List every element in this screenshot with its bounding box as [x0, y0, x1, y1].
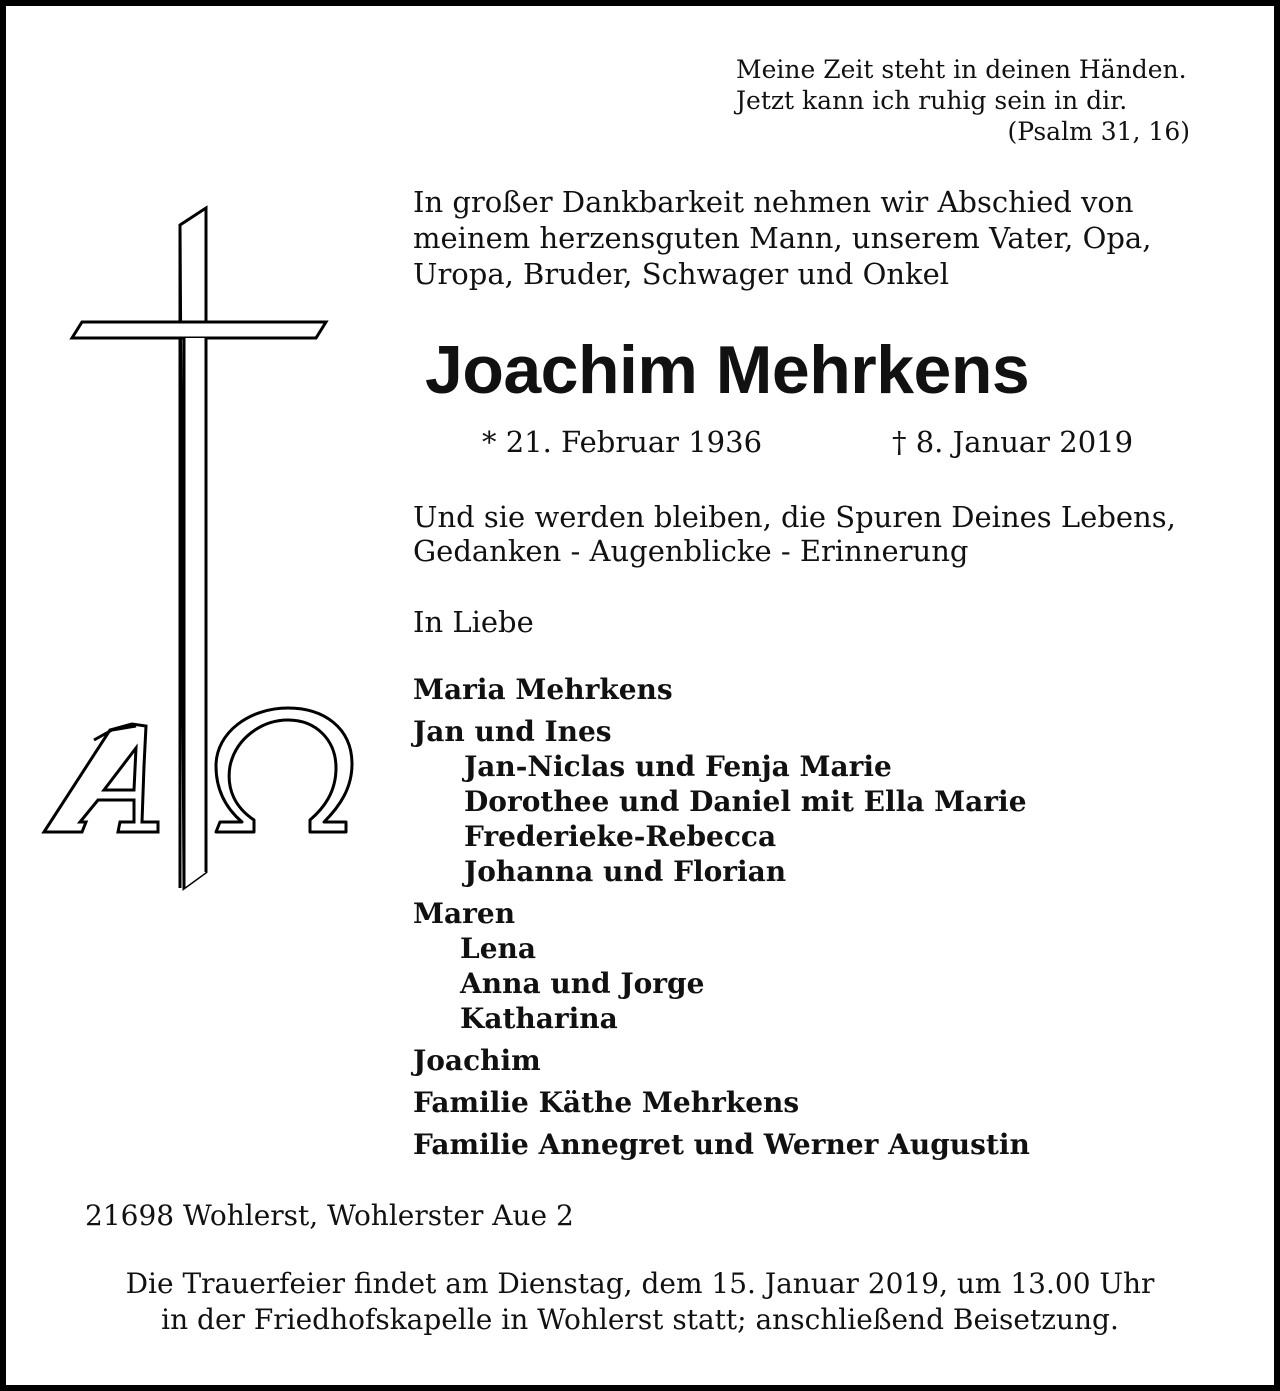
death-date: † 8. Januar 2019: [892, 425, 1134, 459]
home-address: 21698 Wohlerst, Wohlerster Aue 2: [85, 1199, 574, 1232]
birth-date: * 21. Februar 1936: [482, 425, 763, 459]
verse-line-1: Meine Zeit steht in deinen Händen.: [736, 55, 1187, 84]
family-member: Familie Käthe Mehrkens: [413, 1086, 800, 1119]
ceremony-line-2: in der Friedhofskapelle in Wohlerst statt; anschließend Beisetzung.: [161, 1303, 1119, 1336]
memorial-quote: [413, 500, 1213, 568]
family-member: Dorothee und Daniel mit Ella Marie: [464, 785, 1027, 818]
funeral-ceremony-info: [0, 1266, 1280, 1338]
closing-phrase: In Liebe: [413, 605, 534, 639]
family-member: Katharina: [460, 1002, 618, 1035]
family-member: Maren: [413, 897, 516, 930]
verse-reference: (Psalm 31, 16): [1007, 117, 1190, 146]
family-member: Maria Mehrkens: [413, 673, 673, 706]
ceremony-line-1: Die Trauerfeier findet am Dienstag, dem 15. Januar 2019, um 13.00 Uhr: [125, 1267, 1155, 1300]
family-member: Familie Annegret und Werner Augustin: [413, 1128, 1030, 1161]
family-list: [413, 672, 1233, 1162]
family-member: Jan und Ines: [413, 715, 612, 748]
quote-line-1: Und sie werden bleiben, die Spuren Deines Lebens,: [413, 500, 1176, 534]
cross-alpha-omega-icon: [40, 200, 360, 900]
intro-text: [413, 184, 1213, 292]
family-member: Lena: [460, 932, 537, 965]
psalm-verse: [736, 54, 1206, 147]
quote-line-2: Gedanken - Augenblicke - Erinnerung: [413, 534, 969, 568]
family-member: Jan-Niclas und Fenja Marie: [464, 750, 892, 783]
family-member: Johanna und Florian: [464, 855, 787, 888]
intro-line-1: In großer Dankbarkeit nehmen wir Abschied von: [413, 185, 1134, 219]
intro-line-2: meinem herzensguten Mann, unserem Vater, Opa,: [413, 221, 1152, 255]
family-member: Frederieke-Rebecca: [464, 820, 777, 853]
deceased-name: Joachim Mehrkens: [425, 332, 1030, 408]
family-member: Joachim: [413, 1044, 541, 1077]
family-member: Anna und Jorge: [460, 967, 705, 1000]
intro-line-3: Uropa, Bruder, Schwager und Onkel: [413, 257, 950, 291]
verse-line-2: Jetzt kann ich ruhig sein in dir.: [736, 86, 1128, 115]
